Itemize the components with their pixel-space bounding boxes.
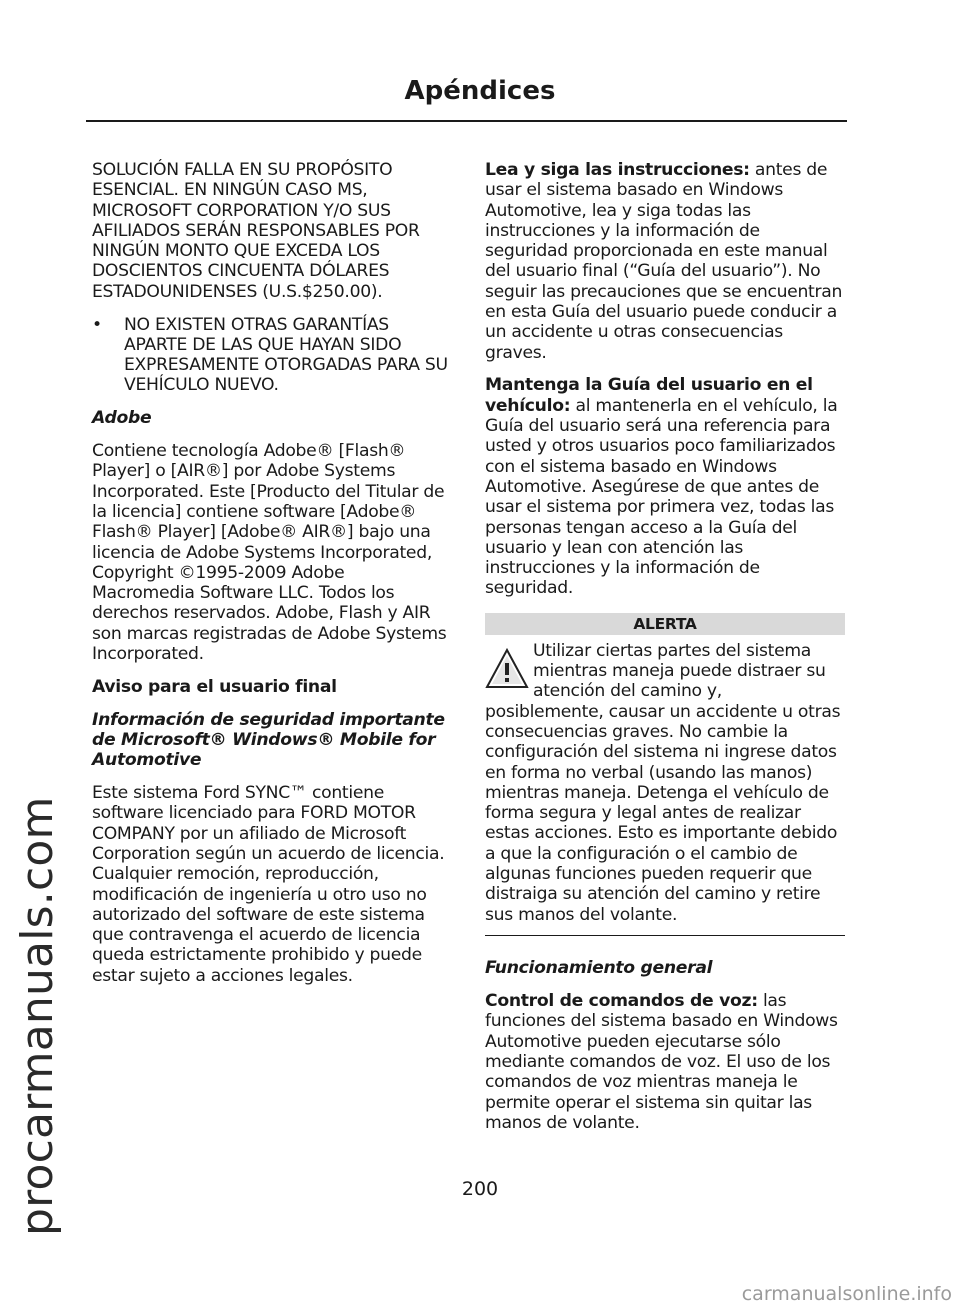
safety-info-heading: Información de seguridad importante de Microsoft® Windows® Mobile for Automotive	[92, 709, 445, 771]
bullet-text: NO EXISTEN OTRAS GARANTÍAS APARTE DE LAS QUE HAYAN SIDO EXPRESAMENTE OTORGADAS PARA SU VEHÍCULO NUEVO.	[124, 314, 448, 396]
sync-license-paragraph: Este sistema Ford SYNC™ contiene software licenciado para FORD MOTOR COMPANY por un afiliado de Microsoft Corporation según un acuerdo de licencia. Cualquier remoción, reproducción, modificación de ingeniería u otro uso no autorizado del software de este sistema que contravenga el acuerdo de licencia queda estrictamente prohibido y puede estar sujeto a acciones legales.	[92, 783, 445, 986]
bullet-marker: •	[92, 314, 102, 335]
adobe-paragraph: Contiene tecnología Adobe® [Flash® Player] o [AIR®] por Adobe Systems Incorporated. Este [Producto del Titular de la licencia] contiene software [Adobe® Flash® Player] [Adobe® AIR®] bajo una licencia de Adobe Systems Incorporated, Copyright ©1995-2009 Adobe Macromedia Software LLC. Todos los derechos reservados. Adobe, Flash y AIR son marcas registradas de Adobe Systems Incorporated.	[92, 441, 447, 665]
read-instructions-text: antes de usar el sistema basado en Windows Automotive, lea y siga todas las instrucciones y la información de seguridad proporcionada en este manual del usuario final (“Guía del usuario”). No seguir las precauciones que se encuentran en esta Guía del usuario puede conducir a un accidente u otras consecuencias graves.	[485, 160, 843, 363]
read-instructions-paragraph	[485, 160, 845, 363]
warranty-bullet	[92, 315, 452, 396]
voice-control-label: Control de comandos de voz:	[485, 991, 758, 1012]
alert-box	[485, 641, 845, 925]
end-user-notice-heading: Aviso para el usuario final	[92, 676, 337, 697]
alert-text: Utilizar ciertas partes del sistema mientras maneja puede distraer su atención del camino y, posiblemente, causar un accidente u otras consecuencias graves. No cambie la configuración del sistema ni ingrese datos en forma no verbal (usando las manos) mientras maneja. Detenga el vehículo de forma segura y legal antes de realizar estas acciones. Esto es importante debido a que la configuración o el cambio de algunas funciones pueden requerir que distraiga su atención del camino y retire sus manos del volante.	[485, 640, 841, 925]
left-column	[92, 160, 452, 998]
keep-guide-label: Mantenga la Guía del usuario en el vehículo:	[485, 375, 813, 416]
read-instructions-label: Lea y siga las instrucciones:	[485, 160, 750, 180]
alert-banner: ALERTA	[485, 613, 845, 635]
right-column	[485, 160, 845, 1146]
alert-divider	[485, 935, 845, 937]
page-number: 200	[461, 1178, 499, 1200]
general-operation-heading: Funcionamiento general	[485, 958, 713, 979]
warning-icon	[485, 647, 529, 691]
header-divider	[86, 120, 847, 122]
adobe-heading: Adobe	[92, 408, 152, 429]
page-title: Apéndices	[404, 76, 556, 106]
side-watermark: procarmanuals.com	[12, 796, 63, 1236]
keep-guide-paragraph	[485, 375, 845, 598]
intro-paragraph: SOLUCIÓN FALLA EN SU PROPÓSITO ESENCIAL. EN NINGÚN CASO MS, MICROSOFT CORPORATION Y/O SUS AFILIADOS SERÁN RESPONSABLES POR NINGÚN MONTO QUE EXCEDA LOS DOSCIENTOS CINCUENTA DÓLARES ESTADOUNIDENSES (U.S.$250.00).	[92, 160, 420, 302]
voice-control-paragraph	[485, 991, 845, 1133]
bottom-watermark: carmanualsonline.info	[741, 1283, 952, 1305]
keep-guide-text: al mantenerla en el vehículo, la Guía del usuario será una referencia para usted y otros usuarios poco familiarizados con el sistema basado en Windows Automotive. Asegúrese de que antes de usar el sistema por primera vez, todas las personas tengan acceso a la Guía del usuario y lean con atención las instrucciones y la información de seguridad.	[485, 395, 838, 599]
voice-control-text: las funciones del sistema basado en Windows Automotive pueden ejecutarse sólo mediante comandos de voz. El uso de los comandos de voz mientras maneja le permite operar el sistema sin quitar las manos de volante.	[485, 991, 838, 1133]
